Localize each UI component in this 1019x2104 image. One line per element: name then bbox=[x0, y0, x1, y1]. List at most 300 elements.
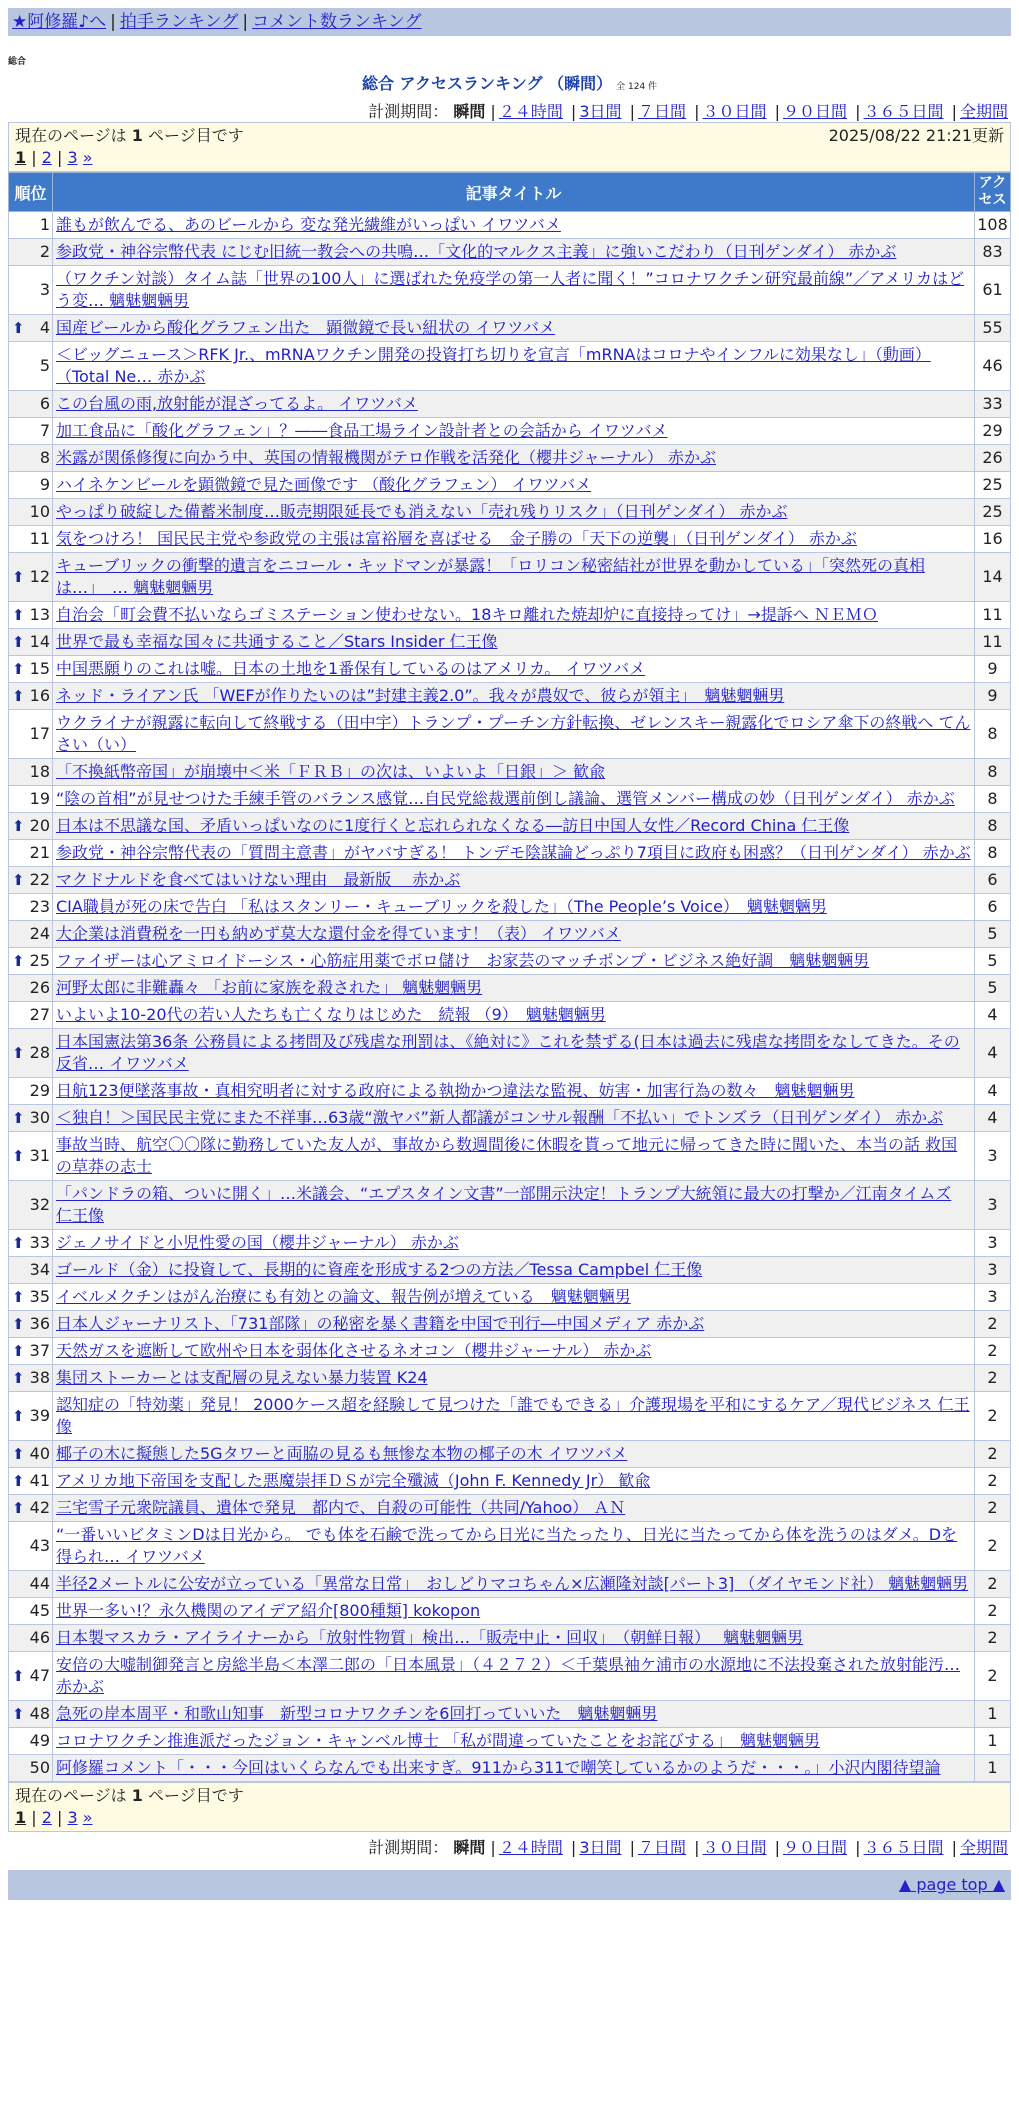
up-arrow-icon: ⬆ bbox=[12, 1667, 25, 1685]
period-current: 瞬間 bbox=[453, 102, 486, 121]
title-cell bbox=[53, 710, 975, 759]
top-nav bbox=[8, 8, 1011, 36]
access-count: 2 bbox=[975, 1365, 1011, 1392]
rank-number: 50 bbox=[29, 1758, 50, 1777]
period-link-all[interactable]: 全期間 bbox=[959, 1838, 1008, 1857]
access-count: 14 bbox=[975, 553, 1011, 602]
title-cell bbox=[53, 315, 975, 342]
access-count: 2 bbox=[975, 1338, 1011, 1365]
title-cell bbox=[53, 683, 975, 710]
article-link[interactable]: コロナワクチン推進派だったジョン・キャンベル博士 「私が間違っていたことをお詫びする」 魑魅魍魎男 bbox=[56, 1731, 820, 1750]
rank-number: 24 bbox=[29, 924, 50, 943]
up-arrow-icon: ⬆ bbox=[12, 319, 25, 337]
article-link[interactable]: 認知症の「特効薬」発見！ 2000ケース超を経験して見つけた「誰でもできる」介護現場を平和にするケア／現代ビジネス 仁王像 bbox=[56, 1395, 970, 1436]
title-cell bbox=[53, 472, 975, 499]
article-link[interactable]: 世界一多い!？永久機関のアイデア紹介[800種類] kokopon bbox=[56, 1601, 481, 1620]
period-link-7d[interactable]: ７日間 bbox=[637, 102, 686, 121]
rank-cell bbox=[9, 526, 53, 553]
rank-number: 2 bbox=[39, 242, 50, 261]
rank-number: 6 bbox=[39, 394, 50, 413]
article-link[interactable]: アメリカ地下帝国を支配した悪魔崇拝ＤＳが完全殲滅（John F. Kennedy Jr） 歓兪 bbox=[56, 1471, 651, 1490]
article-link[interactable]: 「不換紙幣帝国」が崩壊中＜米「ＦＲＢ」の次は、いよいよ「日銀」＞ 歓兪 bbox=[56, 762, 606, 781]
access-count: 3 bbox=[975, 1257, 1011, 1284]
up-arrow-icon: ⬆ bbox=[12, 1445, 25, 1463]
article-link[interactable]: “陰の首相”が見せつけた手練手管のバランス感覚…自民党総裁選前倒し議論、選管メンバー構成の妙（日刊ゲンダイ） 赤かぶ bbox=[56, 789, 955, 808]
title-cell bbox=[53, 1132, 975, 1181]
title-cell bbox=[53, 1728, 975, 1755]
table-row bbox=[9, 1002, 1011, 1029]
rank-number: 20 bbox=[29, 816, 50, 835]
access-count: 2 bbox=[975, 1625, 1011, 1652]
access-count: 6 bbox=[975, 894, 1011, 921]
title-cell bbox=[53, 418, 975, 445]
page-link-2[interactable]: 2 bbox=[41, 1808, 52, 1827]
title-cell bbox=[53, 553, 975, 602]
access-count: 2 bbox=[975, 1495, 1011, 1522]
rank-cell bbox=[9, 1652, 53, 1701]
access-count: 3 bbox=[975, 1181, 1011, 1230]
up-arrow-icon: ⬆ bbox=[12, 1499, 25, 1517]
access-count: 5 bbox=[975, 921, 1011, 948]
access-count: 3 bbox=[975, 1230, 1011, 1257]
table-row bbox=[9, 1701, 1011, 1728]
rank-cell bbox=[9, 1257, 53, 1284]
table-row bbox=[9, 1728, 1011, 1755]
period-selector-bottom: 計測期間： 瞬間 | ２４時間 | 3日間 | ７日間 | ３０日間 | ９０日間 | ３６５日間 | 全期間 bbox=[368, 1838, 1008, 1857]
title-cell bbox=[53, 499, 975, 526]
section-label: 総合 bbox=[8, 57, 27, 67]
rank-cell bbox=[9, 1105, 53, 1132]
title-cell bbox=[53, 813, 975, 840]
article-link[interactable]: ＜独自！＞国民民主党にまた不祥事…63歳“激ヤバ”新人都議がコンサル報酬「不払い」でトンズラ（日刊ゲンダイ） 赤かぶ bbox=[56, 1108, 944, 1127]
title-cell bbox=[53, 1181, 975, 1230]
title-cell bbox=[53, 212, 975, 239]
article-link[interactable]: 天然ガスを遮断して欧州や日本を弱体化させるネオコン（櫻井ジャーナル） 赤かぶ bbox=[56, 1341, 652, 1360]
up-arrow-icon: ⬆ bbox=[12, 1705, 25, 1723]
article-link[interactable]: 米露が関係修復に向かう中、英国の情報機関がテロ作戦を活発化（櫻井ジャーナル） 赤かぶ bbox=[56, 448, 716, 467]
article-link[interactable]: この台風の雨,放射能が混ざってるよ。 イワツバメ bbox=[56, 394, 418, 413]
article-link[interactable]: ファイザーは心アミロイドーシス・心筋症用薬でボロ儲け お家芸のマッチポンプ・ビジネス絶好調 魑魅魍魎男 bbox=[56, 951, 870, 970]
period-link-all[interactable]: 全期間 bbox=[959, 102, 1008, 121]
rank-cell bbox=[9, 445, 53, 472]
article-link[interactable]: 自治会「町会費不払いならゴミステーション使わせない。18キロ離れた焼却炉に直接持ってけ」→提訴へ ＮＥＭＯ bbox=[56, 605, 878, 624]
page-current: 1 bbox=[15, 148, 27, 167]
access-count: 1 bbox=[975, 1701, 1011, 1728]
rank-number: 27 bbox=[29, 1005, 50, 1024]
period-link-90d[interactable]: ９０日間 bbox=[782, 1838, 847, 1857]
table-row bbox=[9, 1365, 1011, 1392]
table-row bbox=[9, 212, 1011, 239]
title-cell bbox=[53, 1652, 975, 1701]
up-arrow-icon: ⬆ bbox=[12, 1234, 25, 1252]
article-link[interactable]: CIA職員が死の床で告白 「私はスタンリー・キューブリックを殺した」（The People’s Voice） 魑魅魍魎男 bbox=[56, 897, 827, 916]
article-link[interactable]: 安倍の大嘘制御発言と房総半島＜本澤二郎の「日本風景」（４２７２）＜千葉県袖ケ浦市の水源地に不法投棄された放射能汚… 赤かぶ bbox=[56, 1655, 961, 1696]
table-row bbox=[9, 1495, 1011, 1522]
rank-number: 13 bbox=[29, 605, 50, 624]
rank-number: 26 bbox=[29, 978, 50, 997]
rank-number: 35 bbox=[29, 1287, 50, 1306]
rank-number: 32 bbox=[29, 1195, 50, 1214]
rank-cell bbox=[9, 894, 53, 921]
title-cell bbox=[53, 1078, 975, 1105]
title-cell bbox=[53, 1625, 975, 1652]
article-link[interactable]: イベルメクチンはがん治療にも有効との論文、報告例が増えている 魑魅魍魎男 bbox=[56, 1287, 631, 1306]
table-row bbox=[9, 445, 1011, 472]
period-link-30d[interactable]: ３０日間 bbox=[702, 102, 767, 121]
table-row bbox=[9, 894, 1011, 921]
rank-cell bbox=[9, 1468, 53, 1495]
article-link[interactable]: いよいよ10-20代の若い人たちも亡くなりはじめた 続報 （9） 魑魅魍魎男 bbox=[56, 1005, 606, 1024]
period-selector: 計測期間： 瞬間 | ２４時間 | 3日間 | ７日間 | ３０日間 | ９０日間 | ３６５日間 | 全期間 bbox=[368, 102, 1008, 121]
article-link[interactable]: 阿修羅コメント「・・・今回はいくらなんでも出来すぎ。911から311で嘲笑しているかのようだ・・・。」小沢内閣待望論 bbox=[56, 1758, 941, 1777]
access-count: 9 bbox=[975, 656, 1011, 683]
table-row bbox=[9, 948, 1011, 975]
up-arrow-icon: ⬆ bbox=[12, 1342, 25, 1360]
title-cell bbox=[53, 266, 975, 315]
page-link-next[interactable]: » bbox=[82, 148, 93, 167]
title-cell bbox=[53, 445, 975, 472]
up-arrow-icon: ⬆ bbox=[12, 1288, 25, 1306]
rank-cell bbox=[9, 975, 53, 1002]
rank-cell bbox=[9, 840, 53, 867]
access-count: 55 bbox=[975, 315, 1011, 342]
access-count: 3 bbox=[975, 1284, 1011, 1311]
rank-number: 19 bbox=[29, 789, 50, 808]
access-count: 2 bbox=[975, 1652, 1011, 1701]
rank-number: 42 bbox=[29, 1498, 50, 1517]
title-cell bbox=[53, 1755, 975, 1782]
period-link-365d[interactable]: ３６５日間 bbox=[863, 102, 944, 121]
rank-cell bbox=[9, 418, 53, 445]
rank-number: 25 bbox=[29, 951, 50, 970]
access-count: 8 bbox=[975, 813, 1011, 840]
table-row bbox=[9, 813, 1011, 840]
rank-number: 29 bbox=[29, 1081, 50, 1100]
access-count: 2 bbox=[975, 1571, 1011, 1598]
nav-link-comment-ranking[interactable]: コメント数ランキング bbox=[252, 12, 422, 32]
rank-cell bbox=[9, 212, 53, 239]
table-row bbox=[9, 315, 1011, 342]
table-row bbox=[9, 1571, 1011, 1598]
article-link[interactable]: 世界で最も幸福な国々に共通すること／Stars Insider 仁王像 bbox=[56, 632, 498, 651]
pagination: 1 | 2 | 3 » bbox=[15, 148, 93, 167]
rank-number: 1 bbox=[39, 215, 50, 234]
access-count: 16 bbox=[975, 526, 1011, 553]
access-count: 8 bbox=[975, 759, 1011, 786]
page-status: 現在のページは 1 ページ目です bbox=[15, 1786, 244, 1805]
table-row bbox=[9, 526, 1011, 553]
rank-number: 40 bbox=[29, 1444, 50, 1463]
page-status: 現在のページは 1 ページ目です bbox=[15, 126, 244, 145]
table-row bbox=[9, 921, 1011, 948]
rank-number: 36 bbox=[29, 1314, 50, 1333]
table-row bbox=[9, 1311, 1011, 1338]
access-count: 2 bbox=[975, 1598, 1011, 1625]
rank-cell bbox=[9, 710, 53, 759]
rank-cell bbox=[9, 239, 53, 266]
table-row bbox=[9, 1338, 1011, 1365]
rank-number: 23 bbox=[29, 897, 50, 916]
title-cell bbox=[53, 239, 975, 266]
table-row bbox=[9, 239, 1011, 266]
rank-number: 3 bbox=[39, 280, 50, 299]
rank-cell bbox=[9, 1728, 53, 1755]
header-title: 記事タイトル bbox=[53, 173, 975, 212]
title-cell bbox=[53, 1571, 975, 1598]
period-label: 計測期間： bbox=[368, 1838, 449, 1857]
title-cell bbox=[53, 1598, 975, 1625]
article-link[interactable]: 加工食品に「酸化グラフェン」？――食品工場ライン設計者との会話から イワツバメ bbox=[56, 421, 668, 440]
rank-number: 39 bbox=[29, 1406, 50, 1425]
rank-cell bbox=[9, 1571, 53, 1598]
article-link[interactable]: ジェノサイドと小児性愛の国（櫻井ジャーナル） 赤かぶ bbox=[56, 1233, 459, 1252]
table-row bbox=[9, 840, 1011, 867]
table-row bbox=[9, 867, 1011, 894]
rank-cell bbox=[9, 1701, 53, 1728]
article-link[interactable]: ハイネケンビールを顕微鏡で見た画像です （酸化グラフェン） イワツバメ bbox=[56, 475, 592, 494]
table-row bbox=[9, 786, 1011, 813]
rank-cell bbox=[9, 1311, 53, 1338]
access-count: 4 bbox=[975, 1002, 1011, 1029]
title-cell bbox=[53, 948, 975, 975]
title-cell bbox=[53, 759, 975, 786]
article-link[interactable]: 三宅雪子元衆院議員、遺体で発見 都内で、自殺の可能性（共同/Yahoo） ＡＮ bbox=[56, 1498, 626, 1517]
article-link[interactable]: 急死の岸本周平・和歌山知事 新型コロナワクチンを6回打っていいた 魑魅魍魎男 bbox=[56, 1704, 658, 1723]
rank-cell bbox=[9, 1495, 53, 1522]
rank-number: 28 bbox=[29, 1043, 50, 1062]
article-link[interactable]: 日本は不思議な国、矛盾いっぱいなのに1度行くと忘れられなくなる―訪日中国人女性／Record China 仁王像 bbox=[56, 816, 850, 835]
title-cell bbox=[53, 342, 975, 391]
rank-number: 12 bbox=[29, 567, 50, 586]
article-link[interactable]: 中国悪願りのこれは嘘。日本の土地を1番保有しているのはアメリカ。 イワツバメ bbox=[56, 659, 646, 678]
up-arrow-icon: ⬆ bbox=[12, 1369, 25, 1387]
period-link-24h[interactable]: ２４時間 bbox=[498, 1838, 563, 1857]
updated-timestamp: 2025/08/22 21:21更新 bbox=[828, 126, 1004, 145]
period-link-90d[interactable]: ９０日間 bbox=[782, 102, 847, 121]
pager-bottom bbox=[8, 1782, 1011, 1832]
rank-cell bbox=[9, 342, 53, 391]
rank-number: 10 bbox=[29, 502, 50, 521]
rank-number: 22 bbox=[29, 870, 50, 889]
page-link-3[interactable]: 3 bbox=[67, 148, 78, 167]
title-cell bbox=[53, 1701, 975, 1728]
up-arrow-icon: ⬆ bbox=[12, 687, 25, 705]
title-cell bbox=[53, 975, 975, 1002]
table-row bbox=[9, 759, 1011, 786]
table-row bbox=[9, 266, 1011, 315]
period-link-3d[interactable]: 3日間 bbox=[579, 1838, 622, 1857]
nav-link-clap-ranking[interactable]: 拍手ランキング bbox=[119, 12, 239, 32]
table-row bbox=[9, 1468, 1011, 1495]
access-count: 33 bbox=[975, 391, 1011, 418]
rank-number: 45 bbox=[29, 1601, 50, 1620]
period-link-7d[interactable]: ７日間 bbox=[637, 1838, 686, 1857]
access-count: 2 bbox=[975, 1522, 1011, 1571]
rank-number: 15 bbox=[29, 659, 50, 678]
table-row bbox=[9, 1029, 1011, 1078]
nav-separator: | bbox=[110, 12, 116, 32]
table-row bbox=[9, 683, 1011, 710]
article-link[interactable]: ネッド・ライアン氏 「WEFが作りたいのは”封建主義2.0”。我々が農奴で、彼らが領主」 魑魅魍魎男 bbox=[56, 686, 785, 705]
page-link-2[interactable]: 2 bbox=[41, 148, 52, 167]
rank-cell bbox=[9, 602, 53, 629]
article-link[interactable]: （ワクチン対談）タイム誌「世界の100人」に選ばれた免疫学の第一人者に聞く！”コロナワクチン研究最前線”／アメリカはどう変… 魑魅魍魎男 bbox=[56, 269, 965, 310]
page-title-text: 総合 アクセスランキング （瞬間） bbox=[361, 74, 613, 93]
total-count: 全 124 件 bbox=[616, 82, 658, 92]
rank-cell bbox=[9, 1002, 53, 1029]
rank-number: 18 bbox=[29, 762, 50, 781]
article-link[interactable]: 半径2メートルに公安が立っている「異常な日常」 おしどりマコちゃん×広瀬隆対談[パート3] （ダイヤモンド社） 魑魅魍魎男 bbox=[56, 1574, 969, 1593]
title-cell bbox=[53, 1338, 975, 1365]
rank-number: 38 bbox=[29, 1368, 50, 1387]
page-link-3[interactable]: 3 bbox=[67, 1808, 78, 1827]
up-arrow-icon: ⬆ bbox=[12, 817, 25, 835]
access-count: 6 bbox=[975, 867, 1011, 894]
rank-cell bbox=[9, 1132, 53, 1181]
period-link-3d[interactable]: 3日間 bbox=[579, 102, 622, 121]
access-count: 9 bbox=[975, 683, 1011, 710]
title-cell bbox=[53, 1230, 975, 1257]
rank-cell bbox=[9, 1338, 53, 1365]
period-link-30d[interactable]: ３０日間 bbox=[702, 1838, 767, 1857]
pager-top bbox=[8, 122, 1011, 172]
title-cell bbox=[53, 1002, 975, 1029]
up-arrow-icon: ⬆ bbox=[12, 952, 25, 970]
table-row bbox=[9, 342, 1011, 391]
rank-number: 46 bbox=[29, 1628, 50, 1647]
access-count: 29 bbox=[975, 418, 1011, 445]
nav-link-asyura[interactable]: ★阿修羅♪へ bbox=[12, 12, 107, 32]
article-link[interactable]: 誰もが飲んでる、あのビールから 変な発光繊維がいっぱい イワツバメ bbox=[56, 215, 561, 234]
article-link[interactable]: 参政党・神谷宗幣代表の「質問主意書」がヤバすぎる！ トンデモ陰謀論どっぷり7項目に政府も困惑？（日刊ゲンダイ） 赤かぶ bbox=[56, 843, 971, 862]
rank-cell bbox=[9, 499, 53, 526]
rank-cell bbox=[9, 553, 53, 602]
table-row bbox=[9, 1598, 1011, 1625]
up-arrow-icon: ⬆ bbox=[12, 606, 25, 624]
article-link[interactable]: 日航123便墜落事故・真相究明者に対する政府による執拗かつ違法な監視、妨害・加害行為の数々 魑魅魍魎男 bbox=[56, 1081, 855, 1100]
period-link-24h[interactable]: ２４時間 bbox=[498, 102, 563, 121]
article-link[interactable]: 気をつけろ！ 国民民主党や参政党の主張は富裕層を喜ばせる 金子勝の「天下の逆襲」（日刊ゲンダイ） 赤かぶ bbox=[56, 529, 857, 548]
rank-cell bbox=[9, 1230, 53, 1257]
article-link[interactable]: ＜ビッグニュース＞RFK Jr.、mRNAワクチン開発の投資打ち切りを宣言「mRNAはコロナやインフルに効果なし」（動画）（Total Ne… 赤かぶ bbox=[56, 345, 931, 386]
header-access: アクセス bbox=[975, 173, 1011, 212]
article-link[interactable]: キューブリックの衝撃的遺言をニコール・キッドマンが暴露！「ロリコン秘密結社が世界を動かしている」「突然死の真相は…」 … 魑魅魍魎男 bbox=[56, 556, 925, 597]
access-count: 3 bbox=[975, 1132, 1011, 1181]
table-row bbox=[9, 629, 1011, 656]
access-count: 83 bbox=[975, 239, 1011, 266]
article-link[interactable]: 日本国憲法第36条 公務員による拷問及び残虐な刑罰は、《絶対に》これを禁ずる(日本は過去に残虐な拷問をなしてきた。その反省… イワツバメ bbox=[56, 1032, 960, 1073]
rank-cell bbox=[9, 948, 53, 975]
period-link-365d[interactable]: ３６５日間 bbox=[863, 1838, 944, 1857]
table-row bbox=[9, 1441, 1011, 1468]
rank-cell bbox=[9, 266, 53, 315]
article-link[interactable]: 大企業は消費税を一円も納めず莫大な還付金を得ています！（表） イワツバメ bbox=[56, 924, 621, 943]
title-cell bbox=[53, 1257, 975, 1284]
rank-cell bbox=[9, 1078, 53, 1105]
rank-cell bbox=[9, 472, 53, 499]
article-link[interactable]: ウクライナが親露に転向して終戦する（田中宇）トランプ・プーチン方針転換、ゼレンスキー親露化でロシア傘下の終戦へ てんさい（い） bbox=[56, 713, 971, 754]
access-count: 8 bbox=[975, 710, 1011, 759]
access-count: 4 bbox=[975, 1029, 1011, 1078]
footer-bar bbox=[8, 1870, 1011, 1900]
article-link[interactable]: 日本人ジャーナリスト、「731部隊」の秘密を暴く書籍を中国で刊行―中国メディア 赤かぶ bbox=[56, 1314, 705, 1333]
rank-cell bbox=[9, 1365, 53, 1392]
article-link[interactable]: やっぱり破綻した備蓄米制度…販売期限延長でも消えない「売れ残りリスク」（日刊ゲンダイ） 赤かぶ bbox=[56, 502, 788, 521]
title-cell bbox=[53, 1105, 975, 1132]
rank-number: 33 bbox=[29, 1233, 50, 1252]
article-link[interactable]: 椰子の木に擬態した5Gタワーと両脇の見るも無惨な本物の椰子の木 イワツバメ bbox=[56, 1444, 628, 1463]
table-header-row bbox=[9, 173, 1011, 212]
rank-cell bbox=[9, 1598, 53, 1625]
rank-cell bbox=[9, 1625, 53, 1652]
rank-number: 8 bbox=[39, 448, 50, 467]
title-cell bbox=[53, 656, 975, 683]
rank-cell bbox=[9, 629, 53, 656]
access-count: 1 bbox=[975, 1728, 1011, 1755]
access-count: 4 bbox=[975, 1105, 1011, 1132]
title-cell bbox=[53, 1468, 975, 1495]
access-count: 25 bbox=[975, 499, 1011, 526]
article-link[interactable]: マクドナルドを食べてはいけない理由 最新版 赤かぶ bbox=[56, 870, 461, 889]
article-link[interactable]: 「パンドラの箱、ついに開く」…米議会、“エプスタイン文書”一部開示決定！トランプ大統領に最大の打撃か／江南タイムズ 仁王像 bbox=[56, 1184, 952, 1225]
article-link[interactable]: ゴールド（金）に投資して、長期的に資産を形成する2つの方法／Tessa Campbel 仁王像 bbox=[56, 1260, 703, 1279]
title-cell bbox=[53, 840, 975, 867]
table-row bbox=[9, 1257, 1011, 1284]
article-link[interactable]: 日本製マスカラ・アイライナーから「放射性物質」検出…「販売中止・回収」 （朝鮮日報） 魑魅魍魎男 bbox=[56, 1628, 804, 1647]
rank-number: 7 bbox=[39, 421, 50, 440]
article-link[interactable]: 河野太郎に非難轟々 「お前に家族を殺された」 魑魅魍魎男 bbox=[56, 978, 483, 997]
table-row bbox=[9, 656, 1011, 683]
rank-number: 49 bbox=[29, 1731, 50, 1750]
article-link[interactable]: 事故当時、航空〇〇隊に勤務していた友人が、事故から数週間後に休暇を貰って地元に帰ってきた時に聞いた、本当の話 救国の草莽の志士 bbox=[56, 1135, 958, 1176]
rank-number: 43 bbox=[29, 1536, 50, 1555]
table-row bbox=[9, 1230, 1011, 1257]
article-link[interactable]: 集団ストーカーとは支配層の見えない暴力装置 K24 bbox=[56, 1368, 428, 1387]
article-link[interactable]: 国産ビールから酸化グラフェン出た 顕微鏡で長い紐状の イワツバメ bbox=[56, 318, 556, 337]
article-link[interactable]: 参政党・神谷宗幣代表 にじむ旧統一教会への共鳴…「文化的マルクス主義」に強いこだわり（日刊ゲンダイ） 赤かぶ bbox=[56, 242, 897, 261]
rank-number: 37 bbox=[29, 1341, 50, 1360]
title-cell bbox=[53, 1441, 975, 1468]
access-count: 2 bbox=[975, 1441, 1011, 1468]
up-arrow-icon: ⬆ bbox=[12, 1044, 25, 1062]
rank-cell bbox=[9, 786, 53, 813]
title-cell bbox=[53, 629, 975, 656]
page-link-next[interactable]: » bbox=[82, 1808, 93, 1827]
access-count: 25 bbox=[975, 472, 1011, 499]
table-row bbox=[9, 1078, 1011, 1105]
rank-number: 11 bbox=[29, 529, 50, 548]
title-cell bbox=[53, 1392, 975, 1441]
up-arrow-icon: ⬆ bbox=[12, 1407, 25, 1425]
page-top-link[interactable]: ▲ page top ▲ bbox=[898, 1875, 1005, 1894]
table-row bbox=[9, 1105, 1011, 1132]
up-arrow-icon: ⬆ bbox=[12, 660, 25, 678]
title-cell bbox=[53, 602, 975, 629]
rank-number: 30 bbox=[29, 1108, 50, 1127]
rank-cell bbox=[9, 867, 53, 894]
table-row bbox=[9, 1625, 1011, 1652]
title-cell bbox=[53, 921, 975, 948]
title-cell bbox=[53, 1365, 975, 1392]
rank-cell bbox=[9, 315, 53, 342]
up-arrow-icon: ⬆ bbox=[12, 1147, 25, 1165]
rank-cell bbox=[9, 1441, 53, 1468]
table-row bbox=[9, 1652, 1011, 1701]
table-row bbox=[9, 391, 1011, 418]
table-row bbox=[9, 499, 1011, 526]
article-link[interactable]: “一番いいビタミンDは日光から。 でも体を石鹸で洗ってから日光に当たったり、日光に当たってから体を洗うのはダメ。Dを得られ… イワツバメ bbox=[56, 1525, 958, 1566]
page-title bbox=[0, 75, 1019, 96]
